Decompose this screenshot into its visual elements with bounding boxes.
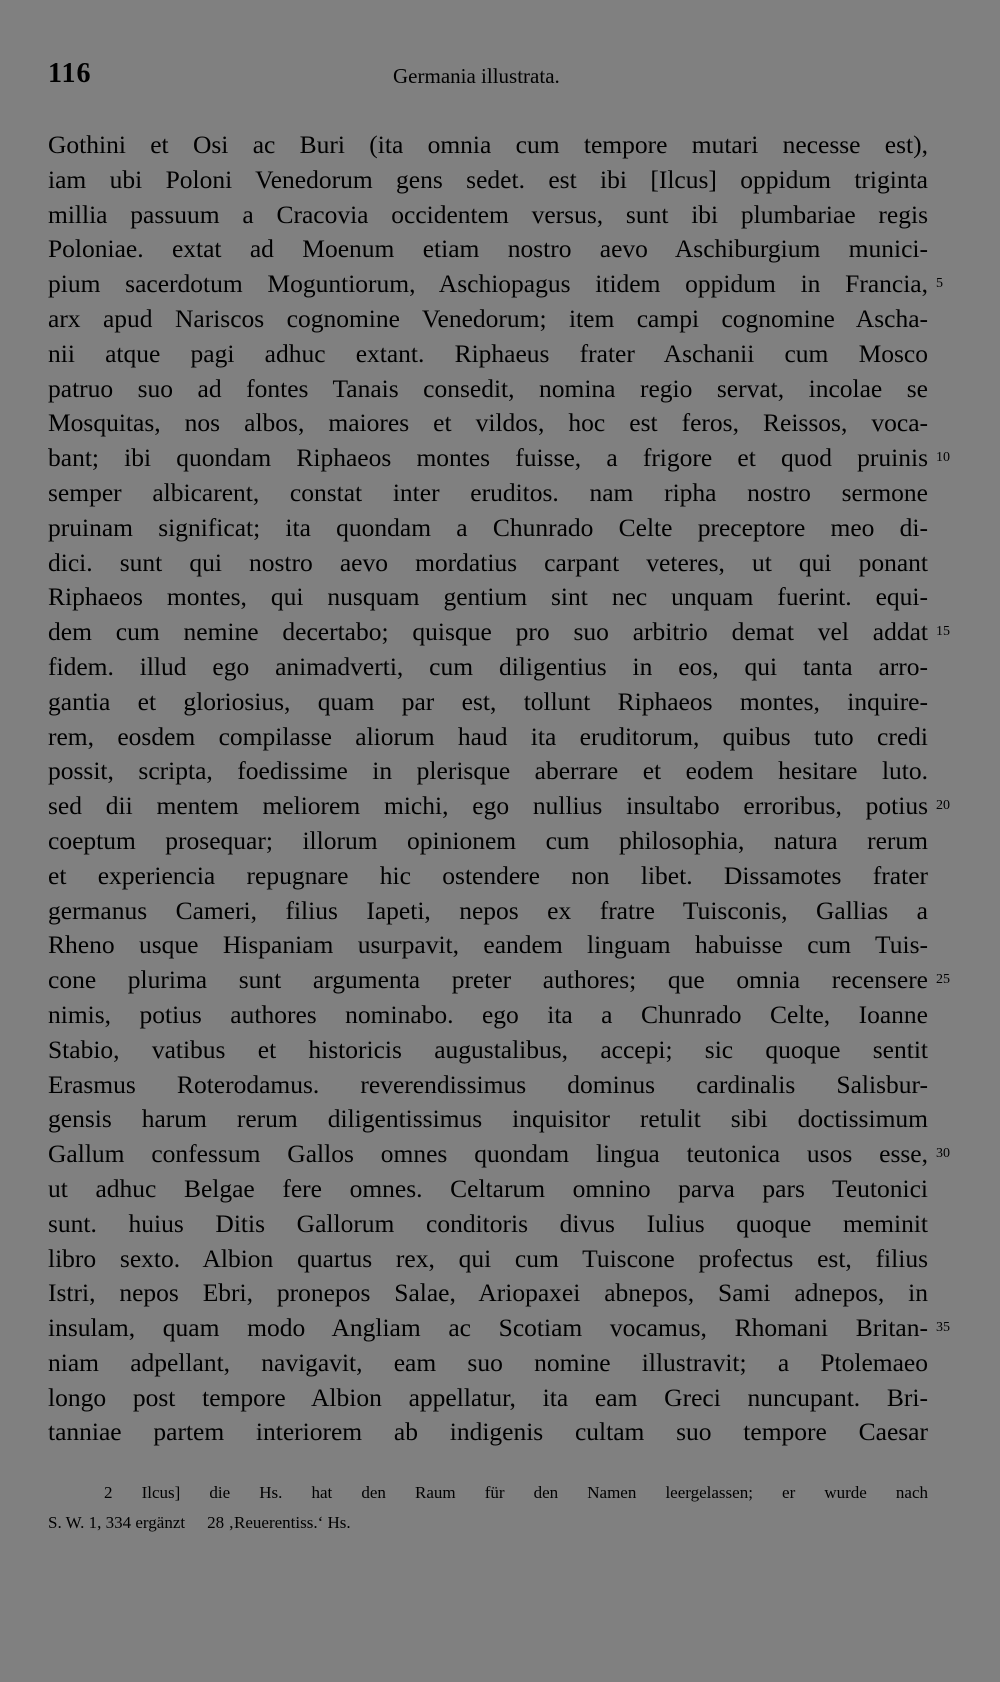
line-number: 20 bbox=[936, 798, 950, 814]
page-number: 116 bbox=[48, 58, 92, 89]
text-line: gantia et gloriosius, quam par est, tollunt Riphaeos montes, inquire- bbox=[48, 686, 928, 716]
line-number: 5 bbox=[936, 276, 943, 292]
text-line: Stabio, vatibus et historicis augustalibus, accepi; sic quoque sentit bbox=[48, 1034, 928, 1064]
text-line: ut adhuc Belgae fere omnes. Celtarum omnino parva pars Teutonici bbox=[48, 1173, 928, 1203]
text-line: bant; ibi quondam Riphaeos montes fuisse, a frigore et quod pruinis 10 bbox=[48, 441, 928, 476]
text-line: Gallum confessum Gallos omnes quondam lingua teutonica usos esse, 30 bbox=[48, 1137, 928, 1172]
text-line: Gothini et Osi ac Buri (ita omnia cum tempore mutari necesse est), bbox=[48, 130, 928, 159]
text-line: dici. sunt qui nostro aevo mordatius carpant veteres, ut qui ponant bbox=[48, 547, 928, 577]
text-line: sunt. huius Ditis Gallorum conditoris divus Iulius quoque meminit bbox=[48, 1208, 928, 1238]
text-line: semper albicarent, constat inter eruditos. nam ripha nostro sermone bbox=[48, 477, 928, 507]
text-line: millia passuum a Cracovia occidentem versus, sunt ibi plumbariae regis bbox=[48, 199, 928, 229]
main-text bbox=[48, 128, 950, 1450]
text-line: fidem. illud ego animadverti, cum diligentius in eos, qui tanta arro- bbox=[48, 651, 928, 681]
text-line: rem, eosdem compilasse aliorum haud ita eruditorum, quibus tuto credi bbox=[48, 721, 928, 751]
text-line: dem cum nemine decertabo; quisque pro suo arbitrio demat vel addat 15 bbox=[48, 615, 928, 650]
text-line: pium sacerdotum Moguntiorum, Aschiopagus itidem oppidum in Francia, 5 bbox=[48, 267, 928, 302]
text-line: longo post tempore Albion appellatur, ita eam Greci nuncupant. Bri- bbox=[48, 1382, 928, 1412]
running-head: Germania illustrata. bbox=[393, 64, 560, 88]
text-line: nimis, potius authores nominabo. ego ita a Chunrado Celte, Ioanne bbox=[48, 999, 928, 1029]
text-line: Mosquitas, nos albos, maiores et vildos, hoc est feros, Reissos, voca- bbox=[48, 408, 928, 438]
text-line: insulam, quam modo Angliam ac Scotiam vocamus, Rhomani Britan- 35 bbox=[48, 1311, 928, 1346]
text-line: cone plurima sunt argumenta preter authores; que omnia recensere 25 bbox=[48, 963, 928, 998]
text-line: Riphaeos montes, qui nusquam gentium sint nec unquam fuerint. equi- bbox=[48, 582, 928, 612]
text-line: sed dii mentem meliorem michi, ego nullius insultabo erroribus, potius 20 bbox=[48, 789, 928, 824]
text-line: libro sexto. Albion quartus rex, qui cum Tuiscone profectus est, filius bbox=[48, 1243, 928, 1273]
text-line: coeptum prosequar; illorum opinionem cum philosophia, natura rerum bbox=[48, 825, 928, 855]
footnote-line: 2 Ilcus] die Hs. hat den Raum für den Namen leergelassen; er wurde nach bbox=[104, 1483, 928, 1502]
text-line: germanus Cameri, filius Iapeti, nepos ex fratre Tuisconis, Gallias a bbox=[48, 895, 928, 925]
text-line: Poloniae. extat ad Moenum etiam nostro aevo Aschiburgium munici- bbox=[48, 234, 928, 264]
text-line: pruinam significat; ita quondam a Chunrado Celte preceptore meo di- bbox=[48, 512, 928, 542]
text-line: Erasmus Roterodamus. reverendissimus dominus cardinalis Salisbur- bbox=[48, 1069, 928, 1099]
line-number: 25 bbox=[936, 972, 950, 988]
text-line: et experiencia repugnare hic ostendere non libet. Dissamotes frater bbox=[48, 860, 928, 890]
footnote-reference: 28 ‚Reuerentiss.‘ Hs. bbox=[207, 1513, 351, 1532]
footnote-reference: S. W. 1, 334 ergänzt bbox=[48, 1513, 186, 1532]
text-line: arx apud Nariscos cognomine Venedorum; item campi cognomine Ascha- bbox=[48, 303, 928, 333]
text-line: patruo suo ad fontes Tanais consedit, nomina regio servat, incolae se bbox=[48, 373, 928, 403]
line-number: 10 bbox=[936, 450, 950, 466]
text-line: nii atque pagi adhuc extant. Riphaeus frater Aschanii cum Mosco bbox=[48, 338, 928, 368]
footnote-line bbox=[48, 1508, 928, 1538]
footnotes bbox=[48, 1478, 928, 1538]
page-header bbox=[48, 58, 928, 98]
text-line: gensis harum rerum diligentissimus inquisitor retulit sibi doctissimum bbox=[48, 1104, 928, 1134]
text-line: Rheno usque Hispaniam usurpavit, eandem linguam habuisse cum Tuis- bbox=[48, 930, 928, 960]
text-line: niam adpellant, navigavit, eam suo nomine illustravit; a Ptolemaeo bbox=[48, 1347, 928, 1377]
line-number: 35 bbox=[936, 1320, 950, 1336]
line-number: 15 bbox=[936, 624, 950, 640]
text-line: Istri, nepos Ebri, pronepos Salae, Ariopaxei abnepos, Sami adnepos, in bbox=[48, 1278, 928, 1308]
text-line: possit, scripta, foedissime in plerisque aberrare et eodem hesitare luto. bbox=[48, 756, 928, 786]
text-line: iam ubi Poloni Venedorum gens sedet. est ibi [Ilcus] oppidum triginta bbox=[48, 164, 928, 194]
text-line: tanniae partem interiorem ab indigenis cultam suo tempore Caesar bbox=[48, 1417, 928, 1447]
line-number: 30 bbox=[936, 1146, 950, 1162]
